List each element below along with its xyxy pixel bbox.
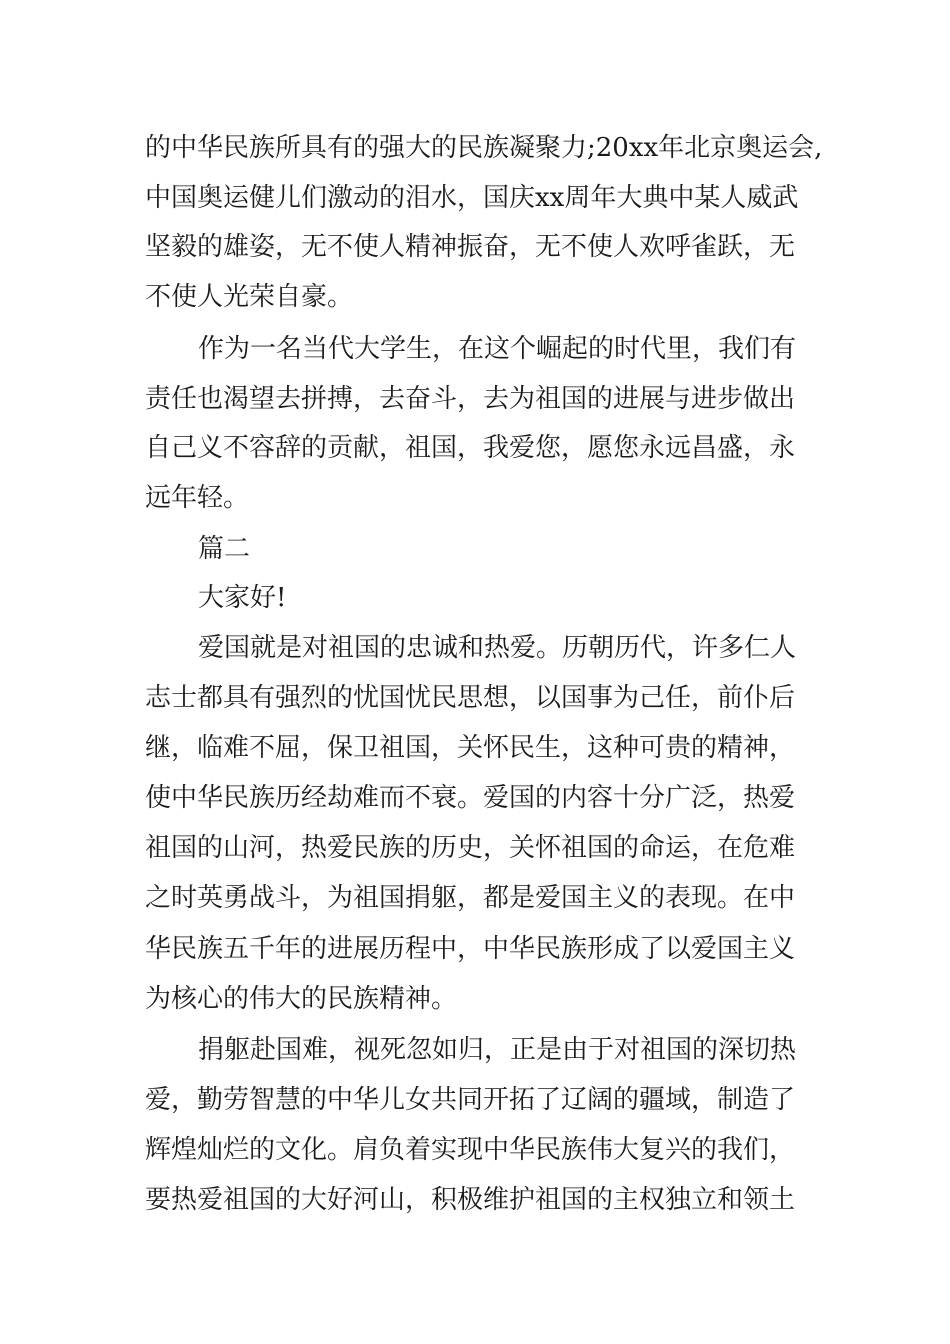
paragraph-first-line: 作为一名当代大学生，在这个崛起的时代里，我们有	[198, 334, 797, 364]
text-line: 继，临难不屈，保卫祖国，关怀民生，这种可贵的精神，	[145, 733, 796, 763]
text-line: 志士都具有强烈的忧国忧民思想，以国事为己任，前仆后	[145, 683, 796, 713]
text-line: 坚毅的雄姿，无不使人精神振奋，无不使人欢呼雀跃，无	[145, 232, 796, 262]
paragraph-first-line: 捐躯赴国难，视死忽如归，正是由于对祖国的深切热	[198, 1035, 797, 1065]
text-line: 不使人光荣自豪。	[145, 282, 354, 312]
text-line: 的中华民族所具有的强大的民族凝聚力;20xx年北京奥运会,	[145, 133, 823, 163]
text-line: 责任也渴望去拼搏，去奋斗，去为祖国的进展与进步做出	[145, 384, 796, 414]
greeting: 大家好!	[198, 583, 287, 613]
text-line: 为核心的伟大的民族精神。	[145, 984, 458, 1014]
text-line: 远年轻。	[145, 483, 250, 513]
text-line: 使中华民族历经劫难而不衰。爱国的内容十分广泛，热爱	[145, 783, 796, 813]
text-line: 中国奥运健儿们激动的泪水，国庆xx周年大典中某人威武	[145, 183, 799, 213]
text-line: 辉煌灿烂的文化。肩负着实现中华民族伟大复兴的我们，	[145, 1135, 796, 1165]
text-line: 自己义不容辞的贡献，祖国，我爱您，愿您永远昌盛，永	[145, 433, 796, 463]
text-line: 要热爱祖国的大好河山，积极维护祖国的主权独立和领土	[145, 1185, 796, 1215]
text-line: 祖国的山河，热爱民族的历史，关怀祖国的命运，在危难	[145, 833, 796, 863]
text-line: 之时英勇战斗，为祖国捐躯，都是爱国主义的表现。在中	[145, 883, 796, 913]
text-line: 华民族五千年的进展历程中，中华民族形成了以爱国主义	[145, 934, 796, 964]
paragraph-first-line: 爱国就是对祖国的忠诚和热爱。历朝历代，许多仁人	[198, 633, 797, 663]
section-heading: 篇二	[198, 534, 251, 564]
text-line: 爱，勤劳智慧的中华儿女共同开拓了辽阔的疆域，制造了	[145, 1085, 796, 1115]
